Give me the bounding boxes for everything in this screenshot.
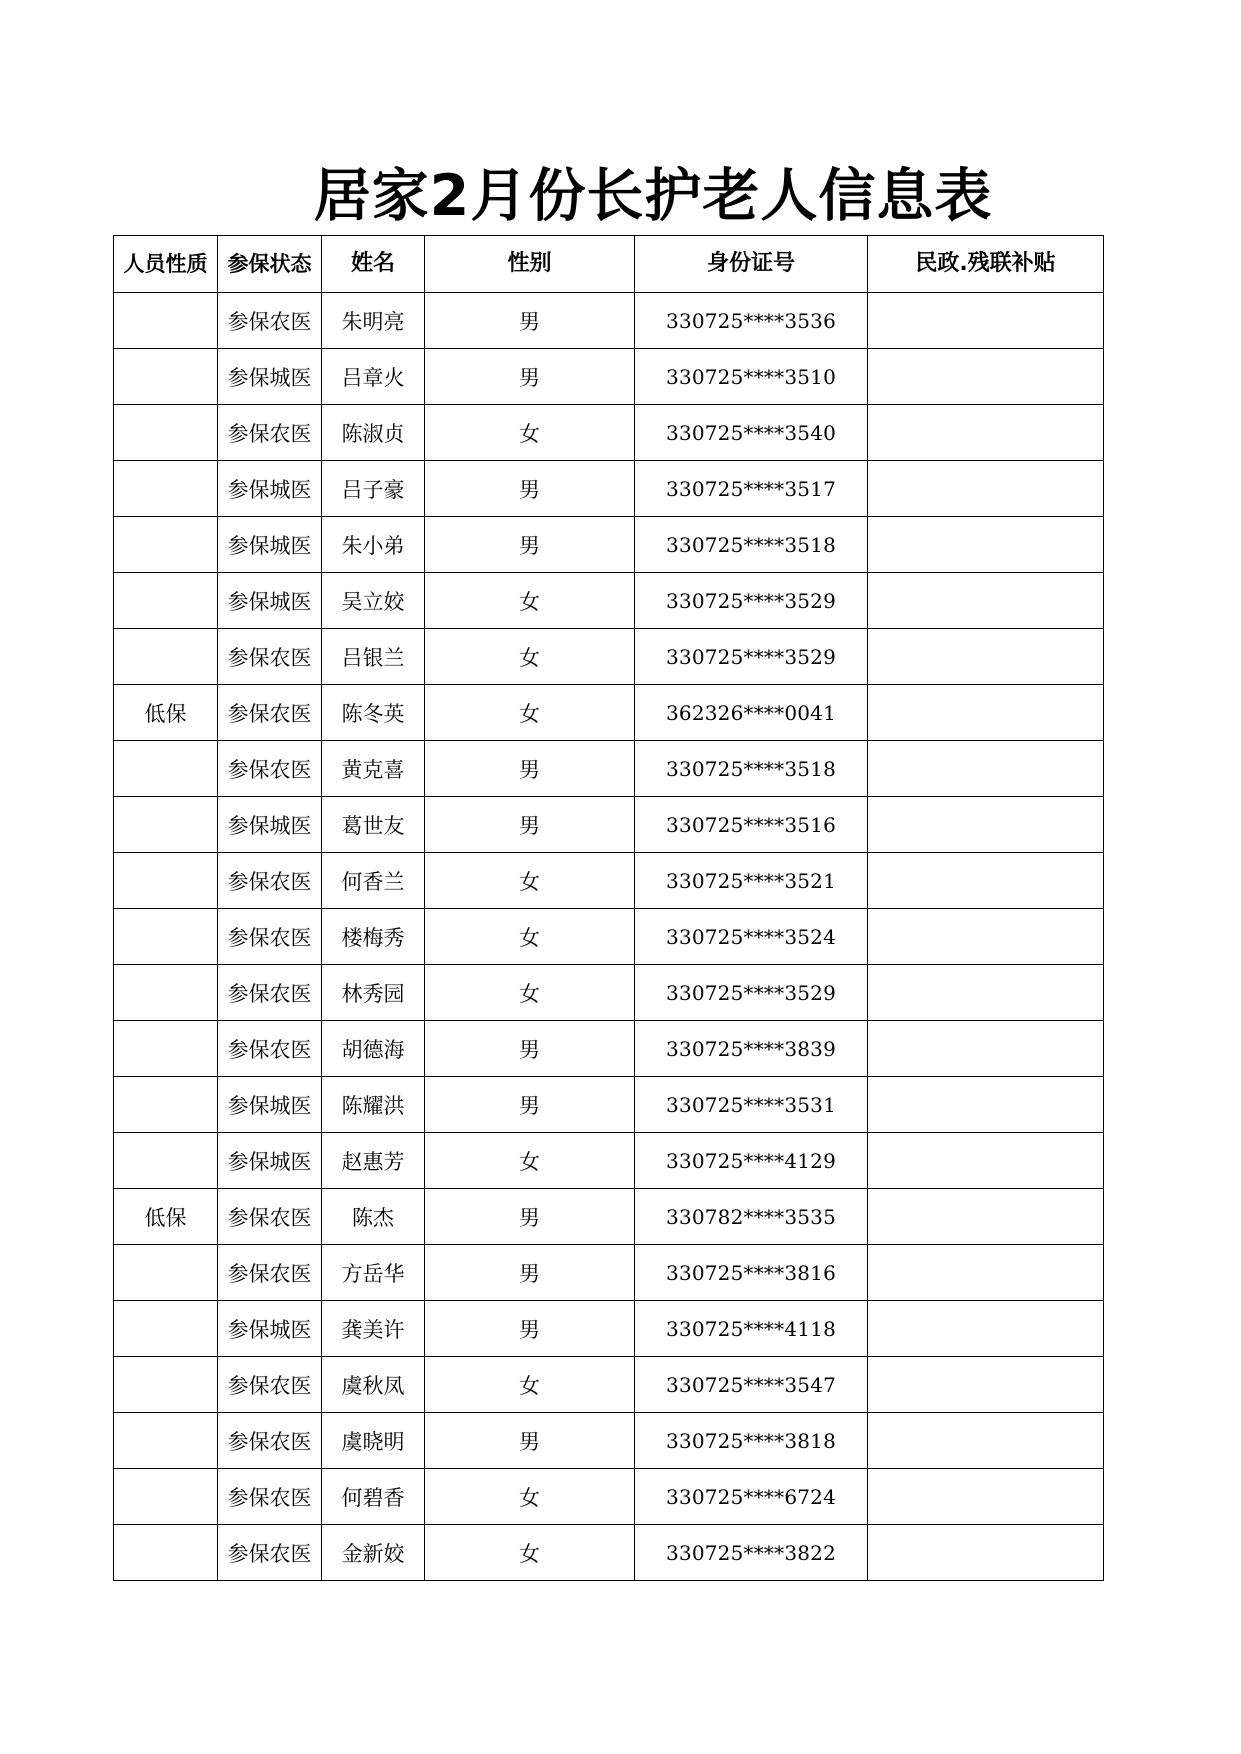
- cell-name: 虞秋凤: [322, 1357, 425, 1413]
- cell-subsidy: [868, 797, 1104, 853]
- table-row: [114, 405, 1104, 461]
- header-nature: 人员性质: [114, 236, 218, 293]
- cell-subsidy: [868, 1357, 1104, 1413]
- cell-nature: [114, 1021, 218, 1077]
- cell-status: 参保农医: [218, 1357, 322, 1413]
- cell-id-number: 330725****3839: [635, 1021, 868, 1077]
- cell-nature: [114, 853, 218, 909]
- table-row: [114, 1133, 1104, 1189]
- header-name: 姓名: [322, 236, 425, 293]
- cell-id-number: 330782****3535: [635, 1189, 868, 1245]
- cell-status: 参保农医: [218, 1245, 322, 1301]
- cell-gender: 女: [425, 629, 635, 685]
- cell-id-number: 330725****3518: [635, 741, 868, 797]
- cell-subsidy: [868, 1469, 1104, 1525]
- cell-nature: [114, 741, 218, 797]
- cell-gender: 男: [425, 1077, 635, 1133]
- cell-gender: 男: [425, 517, 635, 573]
- cell-name: 葛世友: [322, 797, 425, 853]
- cell-gender: 女: [425, 853, 635, 909]
- cell-status: 参保农医: [218, 685, 322, 741]
- cell-gender: 女: [425, 1133, 635, 1189]
- cell-status: 参保农医: [218, 1525, 322, 1581]
- cell-status: 参保城医: [218, 1301, 322, 1357]
- cell-nature: [114, 405, 218, 461]
- cell-nature: [114, 629, 218, 685]
- cell-id-number: 330725****3816: [635, 1245, 868, 1301]
- cell-gender: 女: [425, 1357, 635, 1413]
- cell-status: 参保城医: [218, 797, 322, 853]
- cell-subsidy: [868, 461, 1104, 517]
- cell-gender: 男: [425, 1021, 635, 1077]
- cell-nature: [114, 461, 218, 517]
- cell-gender: 女: [425, 1469, 635, 1525]
- cell-name: 吕章火: [322, 349, 425, 405]
- cell-status: 参保农医: [218, 1021, 322, 1077]
- cell-gender: 男: [425, 1301, 635, 1357]
- cell-nature: [114, 517, 218, 573]
- table-row: [114, 1245, 1104, 1301]
- cell-id-number: 330725****4118: [635, 1301, 868, 1357]
- cell-subsidy: [868, 1245, 1104, 1301]
- table-row: [114, 1021, 1104, 1077]
- page-title: 居家2月份长护老人信息表: [313, 163, 993, 229]
- cell-nature: [114, 1413, 218, 1469]
- cell-nature: [114, 349, 218, 405]
- cell-status: 参保农医: [218, 853, 322, 909]
- table-row: [114, 461, 1104, 517]
- cell-subsidy: [868, 685, 1104, 741]
- cell-status: 参保农医: [218, 293, 322, 349]
- cell-nature: [114, 1469, 218, 1525]
- cell-subsidy: [868, 965, 1104, 1021]
- cell-name: 陈冬英: [322, 685, 425, 741]
- cell-nature: [114, 1245, 218, 1301]
- cell-name: 龚美许: [322, 1301, 425, 1357]
- cell-id-number: 330725****3547: [635, 1357, 868, 1413]
- cell-subsidy: [868, 1133, 1104, 1189]
- cell-nature: [114, 1133, 218, 1189]
- cell-nature: [114, 1525, 218, 1581]
- cell-nature: [114, 1077, 218, 1133]
- cell-name: 吴立姣: [322, 573, 425, 629]
- cell-status: 参保城医: [218, 349, 322, 405]
- cell-subsidy: [868, 741, 1104, 797]
- cell-id-number: 330725****3536: [635, 293, 868, 349]
- table-row: [114, 1301, 1104, 1357]
- cell-name: 朱明亮: [322, 293, 425, 349]
- cell-gender: 男: [425, 741, 635, 797]
- cell-id-number: 330725****3531: [635, 1077, 868, 1133]
- cell-name: 吕银兰: [322, 629, 425, 685]
- cell-id-number: 330725****4129: [635, 1133, 868, 1189]
- cell-nature: [114, 965, 218, 1021]
- cell-subsidy: [868, 629, 1104, 685]
- cell-status: 参保城医: [218, 461, 322, 517]
- cell-id-number: 330725****3818: [635, 1413, 868, 1469]
- table-row: [114, 573, 1104, 629]
- cell-nature: [114, 797, 218, 853]
- table-row: [114, 629, 1104, 685]
- cell-status: 参保农医: [218, 405, 322, 461]
- cell-gender: 女: [425, 405, 635, 461]
- cell-subsidy: [868, 1413, 1104, 1469]
- cell-status: 参保城医: [218, 573, 322, 629]
- cell-name: 金新姣: [322, 1525, 425, 1581]
- cell-nature: [114, 573, 218, 629]
- cell-name: 胡德海: [322, 1021, 425, 1077]
- cell-status: 参保农医: [218, 629, 322, 685]
- cell-subsidy: [868, 293, 1104, 349]
- cell-gender: 男: [425, 1413, 635, 1469]
- table-row: [114, 741, 1104, 797]
- table-row: [114, 685, 1104, 741]
- cell-gender: 女: [425, 909, 635, 965]
- cell-gender: 女: [425, 573, 635, 629]
- cell-subsidy: [868, 1189, 1104, 1245]
- table-row: [114, 853, 1104, 909]
- cell-status: 参保农医: [218, 909, 322, 965]
- cell-id-number: 330725****3521: [635, 853, 868, 909]
- cell-name: 吕子豪: [322, 461, 425, 517]
- cell-name: 方岳华: [322, 1245, 425, 1301]
- header-id-number: 身份证号: [635, 236, 868, 293]
- table-row: [114, 293, 1104, 349]
- cell-nature: [114, 909, 218, 965]
- table-row: [114, 349, 1104, 405]
- cell-name: 虞晓明: [322, 1413, 425, 1469]
- cell-status: 参保农医: [218, 1189, 322, 1245]
- cell-status: 参保城医: [218, 1133, 322, 1189]
- cell-id-number: 330725****3518: [635, 517, 868, 573]
- cell-status: 参保农医: [218, 1469, 322, 1525]
- cell-name: 何香兰: [322, 853, 425, 909]
- cell-id-number: 330725****3529: [635, 965, 868, 1021]
- cell-gender: 女: [425, 685, 635, 741]
- cell-id-number: 330725****3529: [635, 629, 868, 685]
- cell-subsidy: [868, 909, 1104, 965]
- cell-name: 陈杰: [322, 1189, 425, 1245]
- cell-subsidy: [868, 405, 1104, 461]
- cell-nature: [114, 293, 218, 349]
- cell-status: 参保农医: [218, 741, 322, 797]
- cell-id-number: 330725****3822: [635, 1525, 868, 1581]
- table-row: [114, 909, 1104, 965]
- elderly-info-table: [113, 235, 1104, 1581]
- cell-subsidy: [868, 1301, 1104, 1357]
- cell-gender: 男: [425, 797, 635, 853]
- table-row: [114, 1469, 1104, 1525]
- header-status: 参保状态: [218, 236, 322, 293]
- cell-id-number: 330725****3540: [635, 405, 868, 461]
- cell-nature: 低保: [114, 1189, 218, 1245]
- header-subsidy: 民政.残联补贴: [868, 236, 1104, 293]
- cell-name: 楼梅秀: [322, 909, 425, 965]
- table-row: [114, 1189, 1104, 1245]
- cell-status: 参保农医: [218, 1413, 322, 1469]
- table-row: [114, 517, 1104, 573]
- cell-id-number: 330725****3516: [635, 797, 868, 853]
- cell-name: 陈淑贞: [322, 405, 425, 461]
- cell-gender: 男: [425, 349, 635, 405]
- cell-subsidy: [868, 1077, 1104, 1133]
- header-gender: 性别: [425, 236, 635, 293]
- cell-id-number: 330725****3524: [635, 909, 868, 965]
- cell-nature: [114, 1301, 218, 1357]
- table-row: [114, 1357, 1104, 1413]
- cell-gender: 男: [425, 1189, 635, 1245]
- table-row: [114, 1077, 1104, 1133]
- cell-name: 朱小弟: [322, 517, 425, 573]
- cell-subsidy: [868, 573, 1104, 629]
- table-row: [114, 797, 1104, 853]
- cell-id-number: 362326****0041: [635, 685, 868, 741]
- cell-gender: 女: [425, 965, 635, 1021]
- cell-nature: [114, 1357, 218, 1413]
- cell-name: 赵惠芳: [322, 1133, 425, 1189]
- cell-gender: 男: [425, 461, 635, 517]
- cell-subsidy: [868, 1021, 1104, 1077]
- cell-id-number: 330725****6724: [635, 1469, 868, 1525]
- cell-subsidy: [868, 349, 1104, 405]
- cell-subsidy: [868, 853, 1104, 909]
- cell-gender: 女: [425, 1525, 635, 1581]
- cell-name: 黄克喜: [322, 741, 425, 797]
- cell-subsidy: [868, 517, 1104, 573]
- cell-status: 参保城医: [218, 1077, 322, 1133]
- cell-gender: 男: [425, 293, 635, 349]
- cell-subsidy: [868, 1525, 1104, 1581]
- cell-name: 何碧香: [322, 1469, 425, 1525]
- cell-name: 林秀园: [322, 965, 425, 1021]
- table-row: [114, 1525, 1104, 1581]
- cell-name: 陈耀洪: [322, 1077, 425, 1133]
- cell-id-number: 330725****3517: [635, 461, 868, 517]
- header-row: [114, 236, 1104, 293]
- cell-nature: 低保: [114, 685, 218, 741]
- cell-id-number: 330725****3510: [635, 349, 868, 405]
- cell-gender: 男: [425, 1245, 635, 1301]
- cell-status: 参保城医: [218, 517, 322, 573]
- cell-id-number: 330725****3529: [635, 573, 868, 629]
- table-row: [114, 965, 1104, 1021]
- cell-status: 参保农医: [218, 965, 322, 1021]
- table-row: [114, 1413, 1104, 1469]
